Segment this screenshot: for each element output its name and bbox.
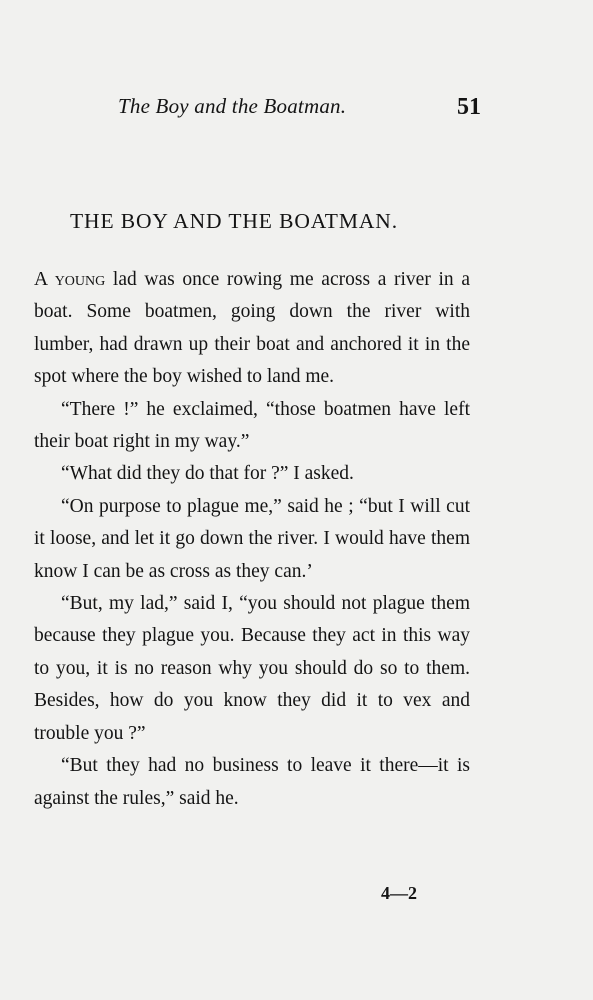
signature-mark: 4—2 (381, 883, 417, 903)
paragraph (34, 264, 470, 394)
paragraph-lead-smallcaps: young (54, 269, 106, 290)
paragraph: “But they had no business to leave it there—it is against the rules,” said he. (34, 755, 470, 809)
paragraph-lead: A (34, 269, 48, 290)
paragraph: “There !” he exclaimed, “those boatmen have left their boat right in my way.” (34, 398, 470, 453)
page-number: 51 (457, 94, 481, 120)
paragraph: “But, my lad,” said I, “you should not plague them because they plague you. Because they act in this way to you, it is no reason why you should do so to them. Besides, how do you know they did it to vex and trouble you ?” (34, 593, 470, 744)
running-head: The Boy and the Boatman. (118, 94, 347, 118)
paragraph: “What did they do that for ?” I asked. (61, 463, 354, 485)
body-text (34, 264, 470, 815)
paragraph: “On purpose to plague me,” said he ; “but I will cut it loose, and let it go down the river. I would have them know I can be as cross as they can.’ (34, 495, 470, 582)
chapter-title: THE BOY AND THE BOATMAN. (70, 209, 398, 233)
paragraph-text: lad was once rowing me across a river in a boat. Some boatmen, going down the river with lumber, had drawn up their boat and anchored it in the spot where the boy wished to land me. (34, 269, 470, 388)
